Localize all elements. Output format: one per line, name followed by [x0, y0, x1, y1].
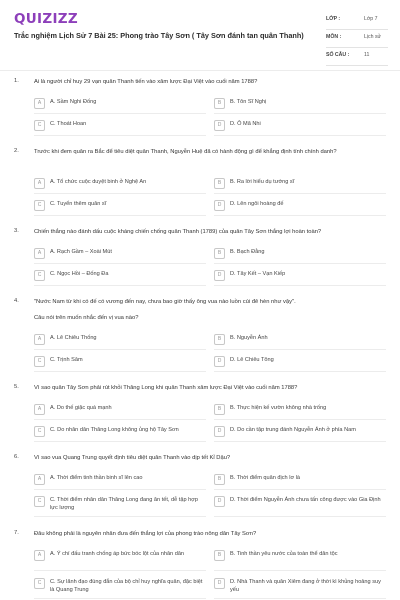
- question-number: 1.: [14, 78, 19, 84]
- option-text: C. Do nhân dân Thăng Long không ủng hộ Tây Sơn: [50, 427, 179, 433]
- option-d[interactable]: [214, 494, 386, 517]
- option-b[interactable]: [214, 548, 386, 571]
- meta-label: MÔN :: [326, 34, 342, 40]
- option-a[interactable]: [34, 96, 206, 114]
- worksheet-meta: [326, 12, 388, 66]
- option-letter-box: A: [34, 334, 45, 345]
- option-d[interactable]: [214, 354, 386, 372]
- option-text: A. Lê Chiêu Thống: [50, 335, 97, 341]
- option-letter-box: A: [34, 404, 45, 415]
- option-letter-box: D: [214, 426, 225, 437]
- option-b[interactable]: [214, 332, 386, 350]
- option-b[interactable]: [214, 246, 386, 264]
- meta-value: Lớp 7: [364, 16, 378, 22]
- question-text: Ai là người chỉ huy 29 vạn quân Thanh tiến vào xâm lược Đại Việt vào cuối năm 1788?: [34, 79, 258, 85]
- option-letter-box: B: [214, 178, 225, 189]
- question-number: 5.: [14, 384, 19, 390]
- option-letter-box: B: [214, 550, 225, 561]
- question-number: 3.: [14, 228, 19, 234]
- option-c[interactable]: [34, 576, 206, 599]
- meta-value: 11: [364, 52, 370, 58]
- option-letter-box: A: [34, 178, 45, 189]
- option-letter-box: A: [34, 474, 45, 485]
- option-a[interactable]: [34, 176, 206, 194]
- question-text: Chiến thắng nào đánh dấu cuộc kháng chiến chống quân Thanh (1789) của quân Tây Sơn thắng lợi hoàn toàn?: [34, 229, 322, 235]
- option-text: D. Lê Chiêu Tông: [230, 357, 274, 363]
- option-a[interactable]: [34, 402, 206, 420]
- meta-label: LỚP :: [326, 16, 341, 22]
- option-text: D. Do cần tập trung đánh Nguyễn Ánh ở phía Nam: [230, 427, 356, 433]
- option-text: A. Rạch Gầm – Xoài Mút: [50, 249, 112, 255]
- question-text: Vì sao quân Tây Sơn phải rút khỏi Thăng Long khi quân Thanh xâm lược Đại Việt vào cuối năm 1788?: [34, 385, 298, 391]
- option-letter-box: C: [34, 200, 45, 211]
- option-letter-box: D: [214, 578, 225, 589]
- option-letter-box: A: [34, 248, 45, 259]
- option-letter-box: B: [214, 248, 225, 259]
- option-c[interactable]: [34, 118, 206, 136]
- option-d[interactable]: [214, 424, 386, 442]
- option-text: A. Do thế giặc quá mạnh: [50, 405, 112, 411]
- option-letter-box: D: [214, 270, 225, 281]
- option-text: C. Thoát Hoan: [50, 121, 87, 127]
- option-letter-box: D: [214, 356, 225, 367]
- option-a[interactable]: [34, 246, 206, 264]
- worksheet-header: [0, 0, 400, 68]
- question-number: 4.: [14, 298, 19, 304]
- question-subtext: Câu nói trên muốn nhắc đến vị vua nào?: [34, 315, 139, 321]
- option-text: A. Sầm Nghi Đống: [50, 99, 97, 105]
- option-letter-box: D: [214, 120, 225, 131]
- option-b[interactable]: [214, 402, 386, 420]
- option-a[interactable]: [34, 548, 206, 571]
- meta-value: Lịch sử: [364, 34, 382, 40]
- option-b[interactable]: [214, 176, 386, 194]
- question-number: 6.: [14, 454, 19, 460]
- option-b[interactable]: [214, 96, 386, 114]
- option-letter-box: C: [34, 426, 45, 437]
- question-number: 2.: [14, 148, 19, 154]
- option-letter-box: C: [34, 496, 45, 507]
- option-d[interactable]: [214, 198, 386, 216]
- option-c[interactable]: [34, 354, 206, 372]
- option-d[interactable]: [214, 576, 386, 599]
- option-text: B. Tinh thần yêu nước của toàn thể dân tộc: [230, 551, 338, 557]
- option-text: B. Bạch Đằng: [230, 249, 265, 255]
- option-text: B. Nguyễn Ánh: [230, 335, 268, 341]
- header-divider: [0, 70, 400, 71]
- option-a[interactable]: [34, 472, 206, 490]
- option-c[interactable]: [34, 268, 206, 286]
- option-text: D. Nhà Thanh và quân Xiêm đang ở thời kì khủng hoảng suy yếu: [230, 579, 381, 593]
- option-b[interactable]: [214, 472, 386, 490]
- option-letter-box: B: [214, 334, 225, 345]
- option-text: A. Ý chí đấu tranh chống áp bức bóc lột của nhân dân: [50, 551, 185, 557]
- option-c[interactable]: [34, 198, 206, 216]
- question-text: Vì sao vua Quang Trung quyết định tiêu diệt quân Thanh vào dịp tết Kỉ Dậu?: [34, 455, 231, 461]
- option-letter-box: D: [214, 496, 225, 507]
- question-number: 7.: [14, 530, 19, 536]
- meta-row-question-count: [326, 48, 388, 66]
- option-text: A. Thời điểm tinh thần binh sĩ lên cao: [50, 475, 143, 481]
- option-text: B. Thực hiện kế vườn không nhà trống: [230, 405, 327, 411]
- option-text: B. Tôn Sĩ Nghị: [230, 99, 267, 105]
- option-d[interactable]: [214, 118, 386, 136]
- option-letter-box: B: [214, 474, 225, 485]
- option-letter-box: B: [214, 404, 225, 415]
- option-text: D. Thời điểm Nguyễn Ánh chưa tấn công được vào Gia Định: [230, 497, 381, 503]
- option-letter-box: C: [34, 120, 45, 131]
- option-text: B. Thời điểm quân địch lơ là: [230, 475, 301, 481]
- meta-label: SỐ CÂU :: [326, 52, 350, 58]
- option-a[interactable]: [34, 332, 206, 350]
- option-text: D. Lên ngôi hoàng đế: [230, 201, 284, 207]
- option-text: C. Trịnh Sâm: [50, 357, 83, 363]
- option-letter-box: B: [214, 98, 225, 109]
- option-letter-box: C: [34, 356, 45, 367]
- option-letter-box: A: [34, 550, 45, 561]
- quizizz-logo[interactable]: QUIZIZZ: [14, 11, 78, 27]
- option-c[interactable]: [34, 494, 206, 517]
- option-text: D. Ô Mã Nhi: [230, 121, 261, 127]
- option-text: D. Tây Kết – Vạn Kiếp: [230, 271, 286, 277]
- option-letter-box: C: [34, 578, 45, 589]
- meta-row-subject: [326, 30, 388, 48]
- option-text: C. Sự lãnh đạo đúng đắn của bộ chỉ huy nghĩa quân, đặc biệt là Quang Trung: [50, 579, 203, 593]
- option-text: A. Tổ chức cuộc duyệt binh ở Nghệ An: [50, 179, 147, 185]
- option-c[interactable]: [34, 424, 206, 442]
- option-letter-box: A: [34, 98, 45, 109]
- option-text: C. Ngọc Hồi – Đống Đa: [50, 271, 109, 277]
- option-letter-box: C: [34, 270, 45, 281]
- meta-row-class: [326, 12, 388, 30]
- option-text: C. Thời điểm nhân dân Thăng Long đang ăn tết, dễ tập hợp lực lượng: [50, 497, 199, 511]
- question-text: Trước khi đem quân ra Bắc để tiêu diệt quân Thanh, Nguyễn Huệ đã có hành động gì để khẳng định tính chính danh?: [34, 149, 337, 155]
- option-text: B. Ra lời hiểu dụ tướng sĩ: [230, 179, 295, 185]
- option-letter-box: D: [214, 200, 225, 211]
- question-text: "Nước Nam từ khi có đế có vương đến nay, chưa bao giờ thấy ông vua nào luồn cúi đê hèn như vậy".: [34, 299, 296, 305]
- question-text: Đâu không phải là nguyên nhân đưa đến thắng lợi của phong trào nông dân Tây Sơn?: [34, 531, 257, 537]
- worksheet-title: Trắc nghiệm Lịch Sử 7 Bài 25: Phong trào Tây Sơn ( Tây Sơn đánh tan quân Thanh): [14, 31, 304, 40]
- option-text: C. Tuyển thêm quân sĩ: [50, 201, 107, 207]
- option-d[interactable]: [214, 268, 386, 286]
